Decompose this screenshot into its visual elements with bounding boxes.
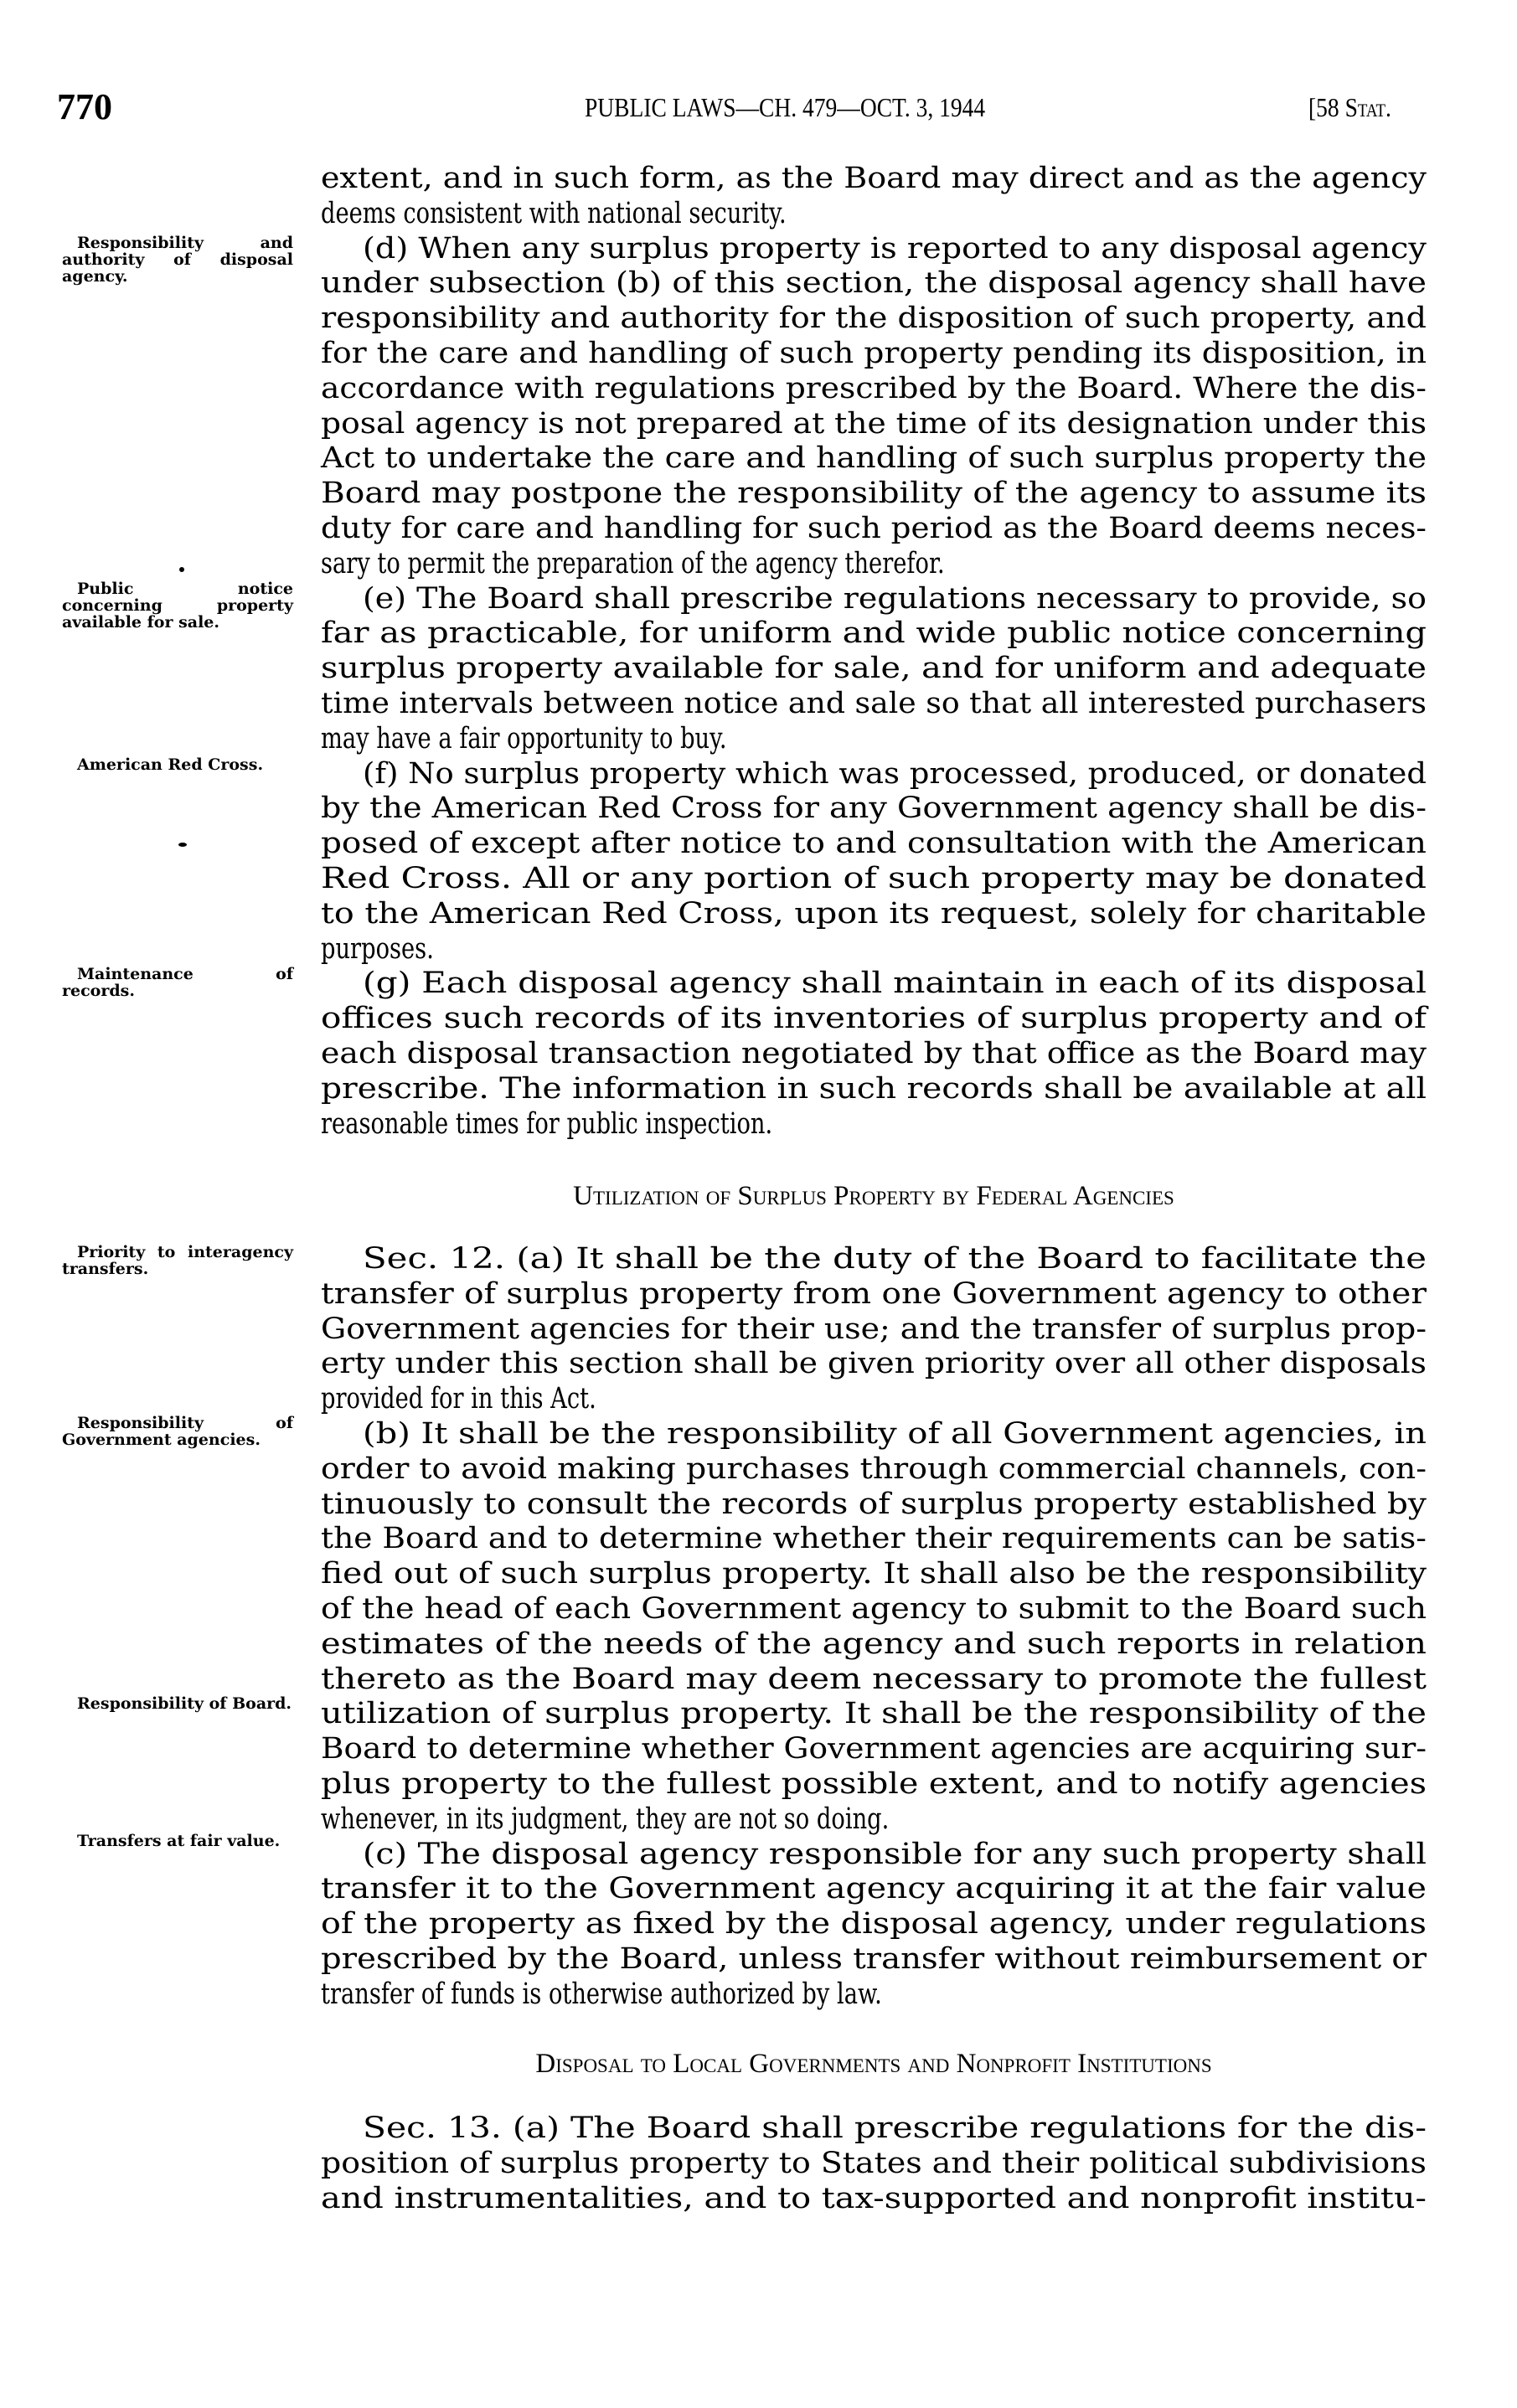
text-line: tinuously to consult the records of surplus property established by <box>321 1487 1427 1521</box>
text-line: fied out of such surplus property. It shall also be the responsibility <box>321 1557 1427 1591</box>
margin-note-government-agencies-responsibility: Responsibility of Government agencies. <box>62 1414 293 1449</box>
text-line: provided for in this Act. <box>321 1382 596 1416</box>
text-line: prescribed by the Board, unless transfer without reimbursement or <box>321 1942 1427 1976</box>
text-line: plus property to the fullest possible extent, and to notify agencies <box>321 1767 1427 1801</box>
text-line: for the care and handling of such property pending its disposition, in <box>321 337 1427 370</box>
text-line: prescribe. The information in such records shall be available at all <box>321 1071 1427 1106</box>
text-line: extent, and in such form, as the Board may direct and as the agency <box>321 162 1427 195</box>
text-line: to the American Red Cross, upon its request, solely for charitable <box>321 896 1427 931</box>
text-line: Act to undertake the care and handling of such surplus property the <box>321 441 1427 476</box>
text-line: sary to permit the preparation of the agency therefor. <box>321 546 945 580</box>
text-line: thereto as the Board may deem necessary to promote the fullest <box>321 1662 1427 1696</box>
section-12-start: Sec. 12. (a) It shall be the duty of the Board to facilitate the <box>363 1242 1427 1276</box>
running-head: PUBLIC LAWS—CH. 479—OCT. 3, 1944 <box>585 92 986 122</box>
text-line: the Board and to determine whether their requirements can be satis- <box>321 1522 1427 1556</box>
text-line: duty for care and handling for such period as the Board deems neces- <box>321 512 1427 545</box>
margin-note-disposal-agency-responsibility: Responsibility and authority of disposal agency. <box>62 234 293 286</box>
text-line: Board to determine whether Government agencies are acquiring sur- <box>321 1732 1427 1766</box>
statute-reference: [58 Stat. <box>1308 92 1391 122</box>
text-line: Red Cross. All or any portion of such property may be donated <box>321 862 1427 895</box>
scan-speck <box>179 567 184 572</box>
subsection-g-start: (g) Each disposal agency shall maintain in each of its disposal <box>363 967 1427 1001</box>
text-line: under subsection (b) of this section, the disposal agency shall have <box>321 266 1427 301</box>
text-line: Government agencies for their use; and the transfer of surplus prop- <box>321 1312 1427 1346</box>
text-line: and instrumentalities, and to tax-supported and nonprofit institu- <box>321 2181 1427 2215</box>
text-line: estimates of the needs of the agency and such reports in relation <box>321 1627 1427 1661</box>
text-line: whenever, in its judgment, they are not so doing. <box>321 1802 890 1836</box>
section-heading-utilization: Utilization of Surplus Property by Federal Agencies <box>573 1181 1174 1211</box>
text-line: reasonable times for public inspection. <box>321 1106 773 1141</box>
page-number: 770 <box>57 86 112 127</box>
text-line: transfer of funds is otherwise authorized by law. <box>321 1977 882 2011</box>
text-line: may have a fair opportunity to buy. <box>321 721 727 755</box>
text-line: erty under this section shall be given priority over all other disposals <box>321 1347 1427 1381</box>
text-line: posal agency is not prepared at the time of its designation under this <box>321 406 1427 441</box>
margin-note-priority-interagency: Priority to interagency transfers. <box>62 1243 293 1278</box>
subsection-e-start: (e) The Board shall prescribe regulations necessary to provide, so <box>363 581 1427 616</box>
margin-note-american-red-cross: American Red Cross. <box>77 755 264 774</box>
subsection-d-start: (d) When any surplus property is reported to any disposal agency <box>363 231 1427 266</box>
text-line: surplus property available for sale, and for uniform and adequate <box>321 652 1427 686</box>
text-line: utilization of surplus property. It shall be the responsibility of the <box>321 1697 1427 1731</box>
text-line: far as practicable, for uniform and wide public notice concerning <box>321 616 1427 651</box>
text-line: purposes. <box>321 931 434 966</box>
text-line: time intervals between notice and sale so that all interested purchasers <box>321 687 1427 720</box>
text-line: position of surplus property to States and their political subdivisions <box>321 2146 1427 2180</box>
text-line: each disposal transaction negotiated by that office as the Board may <box>321 1037 1427 1070</box>
text-line: responsibility and authority for the disposition of such property, and <box>321 302 1427 336</box>
text-line: accordance with regulations prescribed by the Board. Where the dis- <box>321 371 1427 405</box>
margin-note-maintenance-of-records: Maintenance of records. <box>62 965 293 1000</box>
text-line: Board may postpone the responsibility of the agency to assume its <box>321 477 1427 511</box>
subsection-c-start: (c) The disposal agency responsible for any such property shall <box>363 1837 1427 1871</box>
text-line: of the property as fixed by the disposal agency, under regulations <box>321 1907 1427 1941</box>
margin-note-public-notice: Public notice concerning property available for sale. <box>62 580 293 632</box>
text-line: of the head of each Government agency to submit to the Board such <box>321 1592 1427 1626</box>
text-line: deems consistent with national security. <box>321 196 787 230</box>
section-heading-disposal: Disposal to Local Governments and Nonprofit Institutions <box>535 2049 1212 2079</box>
margin-note-transfers-fair-value: Transfers at fair value. <box>77 1832 281 1850</box>
scan-speck <box>178 843 187 847</box>
subsection-b-start: (b) It shall be the responsibility of all Government agencies, in <box>363 1417 1427 1451</box>
subsection-f-start: (f) No surplus property which was processed, produced, or donated <box>363 756 1427 791</box>
text-line: posed of except after notice to and consultation with the American <box>321 827 1427 861</box>
text-line: order to avoid making purchases through commercial channels, con- <box>321 1452 1427 1486</box>
text-line: by the American Red Cross for any Government agency shall be dis- <box>321 791 1427 826</box>
margin-note-board-responsibility: Responsibility of Board. <box>77 1694 292 1713</box>
text-line: transfer of surplus property from one Government agency to other <box>321 1276 1427 1311</box>
text-line: transfer it to the Government agency acquiring it at the fair value <box>321 1872 1427 1906</box>
text-line: offices such records of its inventories of surplus property and of <box>321 1002 1427 1036</box>
section-13-start: Sec. 13. (a) The Board shall prescribe regulations for the dis- <box>363 2112 1427 2145</box>
